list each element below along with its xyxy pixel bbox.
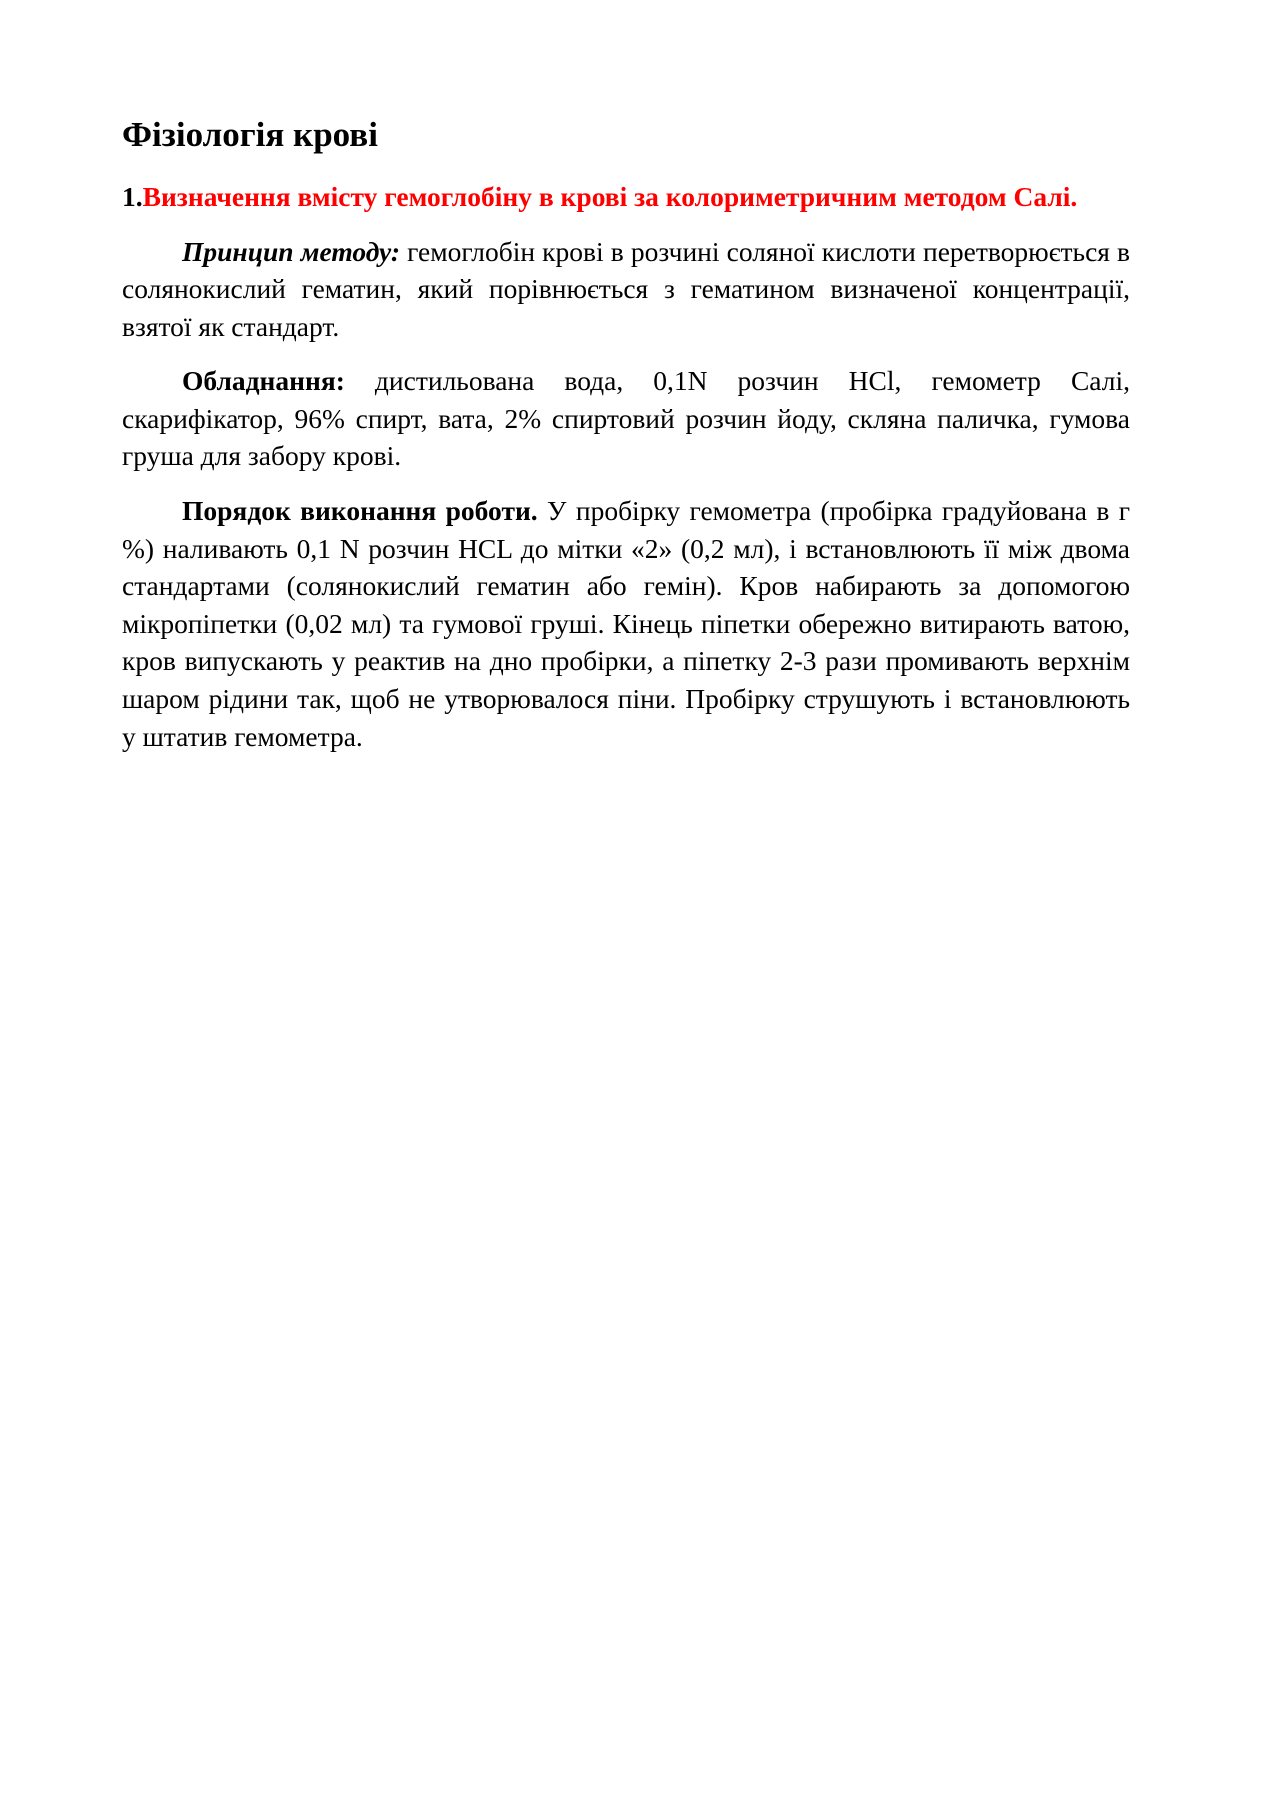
section-number: 1. [122, 181, 143, 212]
section-heading [122, 178, 1130, 216]
document-page [122, 112, 1130, 772]
procedure-text: У пробірку гемометра (пробірка градуйована в г %) наливають 0,1 N розчин HCL до мітки «2» (0,2 мл), і встановлюють її між двома стандартами (солянокислий гематин або гемін). Кров набирають за допомогою мікропіпетки (0,02 мл) та гумової груші. Кінець піпетки обережно витирають ватою, кров випускають у реактив на дно пробірки, а піпетку 2-3 рази промивають верхнім шаром рідини так, щоб не утворювалося піни. Пробірку струшують і встановлюють у штатив гемометра. [122, 495, 1130, 752]
principle-text: гемоглобін крові в розчині соляної кислоти перетворюється в солянокислий гематин, який порівнюється з гематином визначеної концентрації, взятої як стандарт. [122, 235, 1130, 342]
principle-label: Принцип методу: [182, 235, 401, 267]
paragraph-procedure [122, 492, 1130, 755]
paragraph-principle [122, 233, 1130, 346]
section-title: Визначення вмісту гемоглобіну в крові за колориметричним методом Салі. [142, 181, 1078, 212]
document-title: Фізіологія крові [122, 115, 378, 154]
equipment-text: дистильована вода, 0,1N розчин HCl, гемометр Салі, скарифікатор, 96% спирт, вата, 2% спиртовий розчин йоду, скляна паличка, гумова груша для забору крові. [122, 365, 1130, 472]
procedure-label: Порядок виконання роботи. [182, 495, 538, 527]
paragraph-equipment [122, 362, 1130, 475]
equipment-label: Обладнання: [182, 365, 345, 397]
